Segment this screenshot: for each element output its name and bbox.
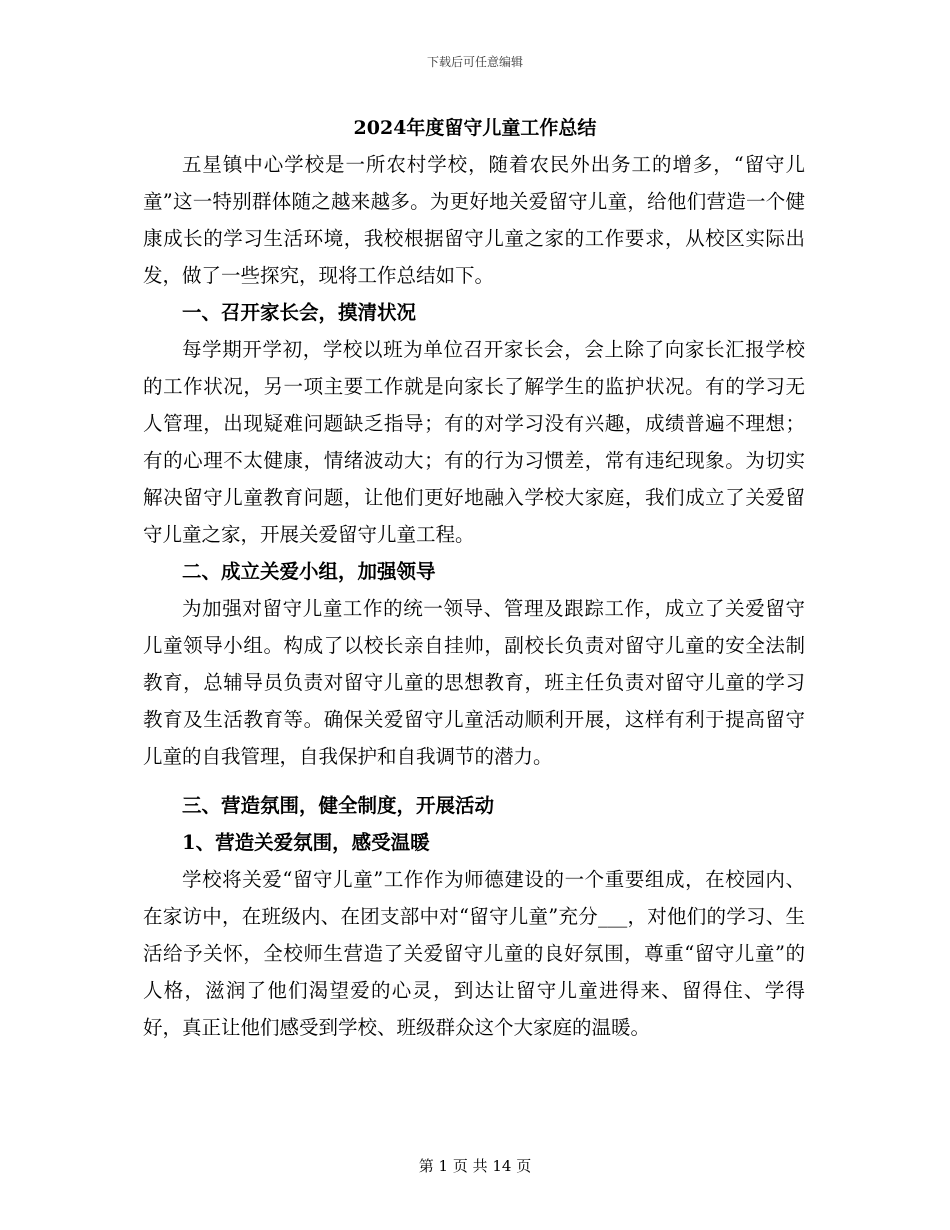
page-header-note: 下载后可任意编辑 [426, 55, 523, 69]
section-heading-1: 一、召开家长会，摸清状况 [182, 301, 417, 324]
section-2-paragraph: 为加强对留守儿童工作的统一领导、管理及跟踪工作，成立了关爱留守儿童领导小组。构成了以校长亲自挂帅，副校长负责对留守儿童的安全法制教育，总辅导员负责对留守儿童的思想教育，班主任负责对留守儿童的学习教育及生活教育等。确保关爱留守儿童活动顺利开展，这样有利于提高留守儿童的自我管理，自我保护和自我调节的潜力。 [143, 597, 805, 768]
page-number-footer: 第 1 页 共 14 页 [418, 1157, 532, 1175]
section-1-paragraph: 每学期开学初，学校以班为单位召开家长会，会上除了向家长汇报学校的工作状况，另一项主要工作就是向家长了解学生的监护状况。有的学习无人管理，出现疑难问题缺乏指导；有的对学习没有兴趣，成绩普遍不理想；有的心理不太健康，情绪波动大；有的行为习惯差，常有违纪现象。为切实解决留守儿童教育问题，让他们更好地融入学校大家庭，我们成立了关爱留守儿童之家，开展关爱留守儿童工程。 [143, 338, 805, 546]
intro-paragraph: 五星镇中心学校是一所农村学校，随着农民外出务工的增多，“留守儿童”这一特别群体随之越来越多。为更好地关爱留守儿童，给他们营造一个健康成长的学习生活环境，我校根据留守儿童之家的工作要求，从校区实际出发，做了一些探究，现将工作总结如下。 [143, 153, 805, 287]
subsection-3-1-paragraph: 学校将关爱“留守儿童”工作作为师德建设的一个重要组成，在校园内、在家访中，在班级内、在团支部中对“留守儿童”充分___，对他们的学习、生活给予关怀，全校师生营造了关爱留守儿童的良好氛围，尊重“留守儿童”的人格，滋润了他们渴望爱的心灵，到达让留守儿童进得来、留得住、学得好，真正让他们感受到学校、班级群众这个大家庭的温暖。 [143, 868, 805, 1039]
document-title: 2024年度留守儿童工作总结 [353, 117, 597, 139]
section-heading-2: 二、成立关爱小组，加强领导 [182, 560, 436, 583]
subsection-heading-3-1: 1、营造关爱氛围，感受温暖 [182, 831, 430, 854]
section-heading-3: 三、营造氛围，健全制度，开展活动 [182, 794, 495, 817]
section-spacer [143, 775, 805, 787]
document-body [143, 146, 805, 1046]
